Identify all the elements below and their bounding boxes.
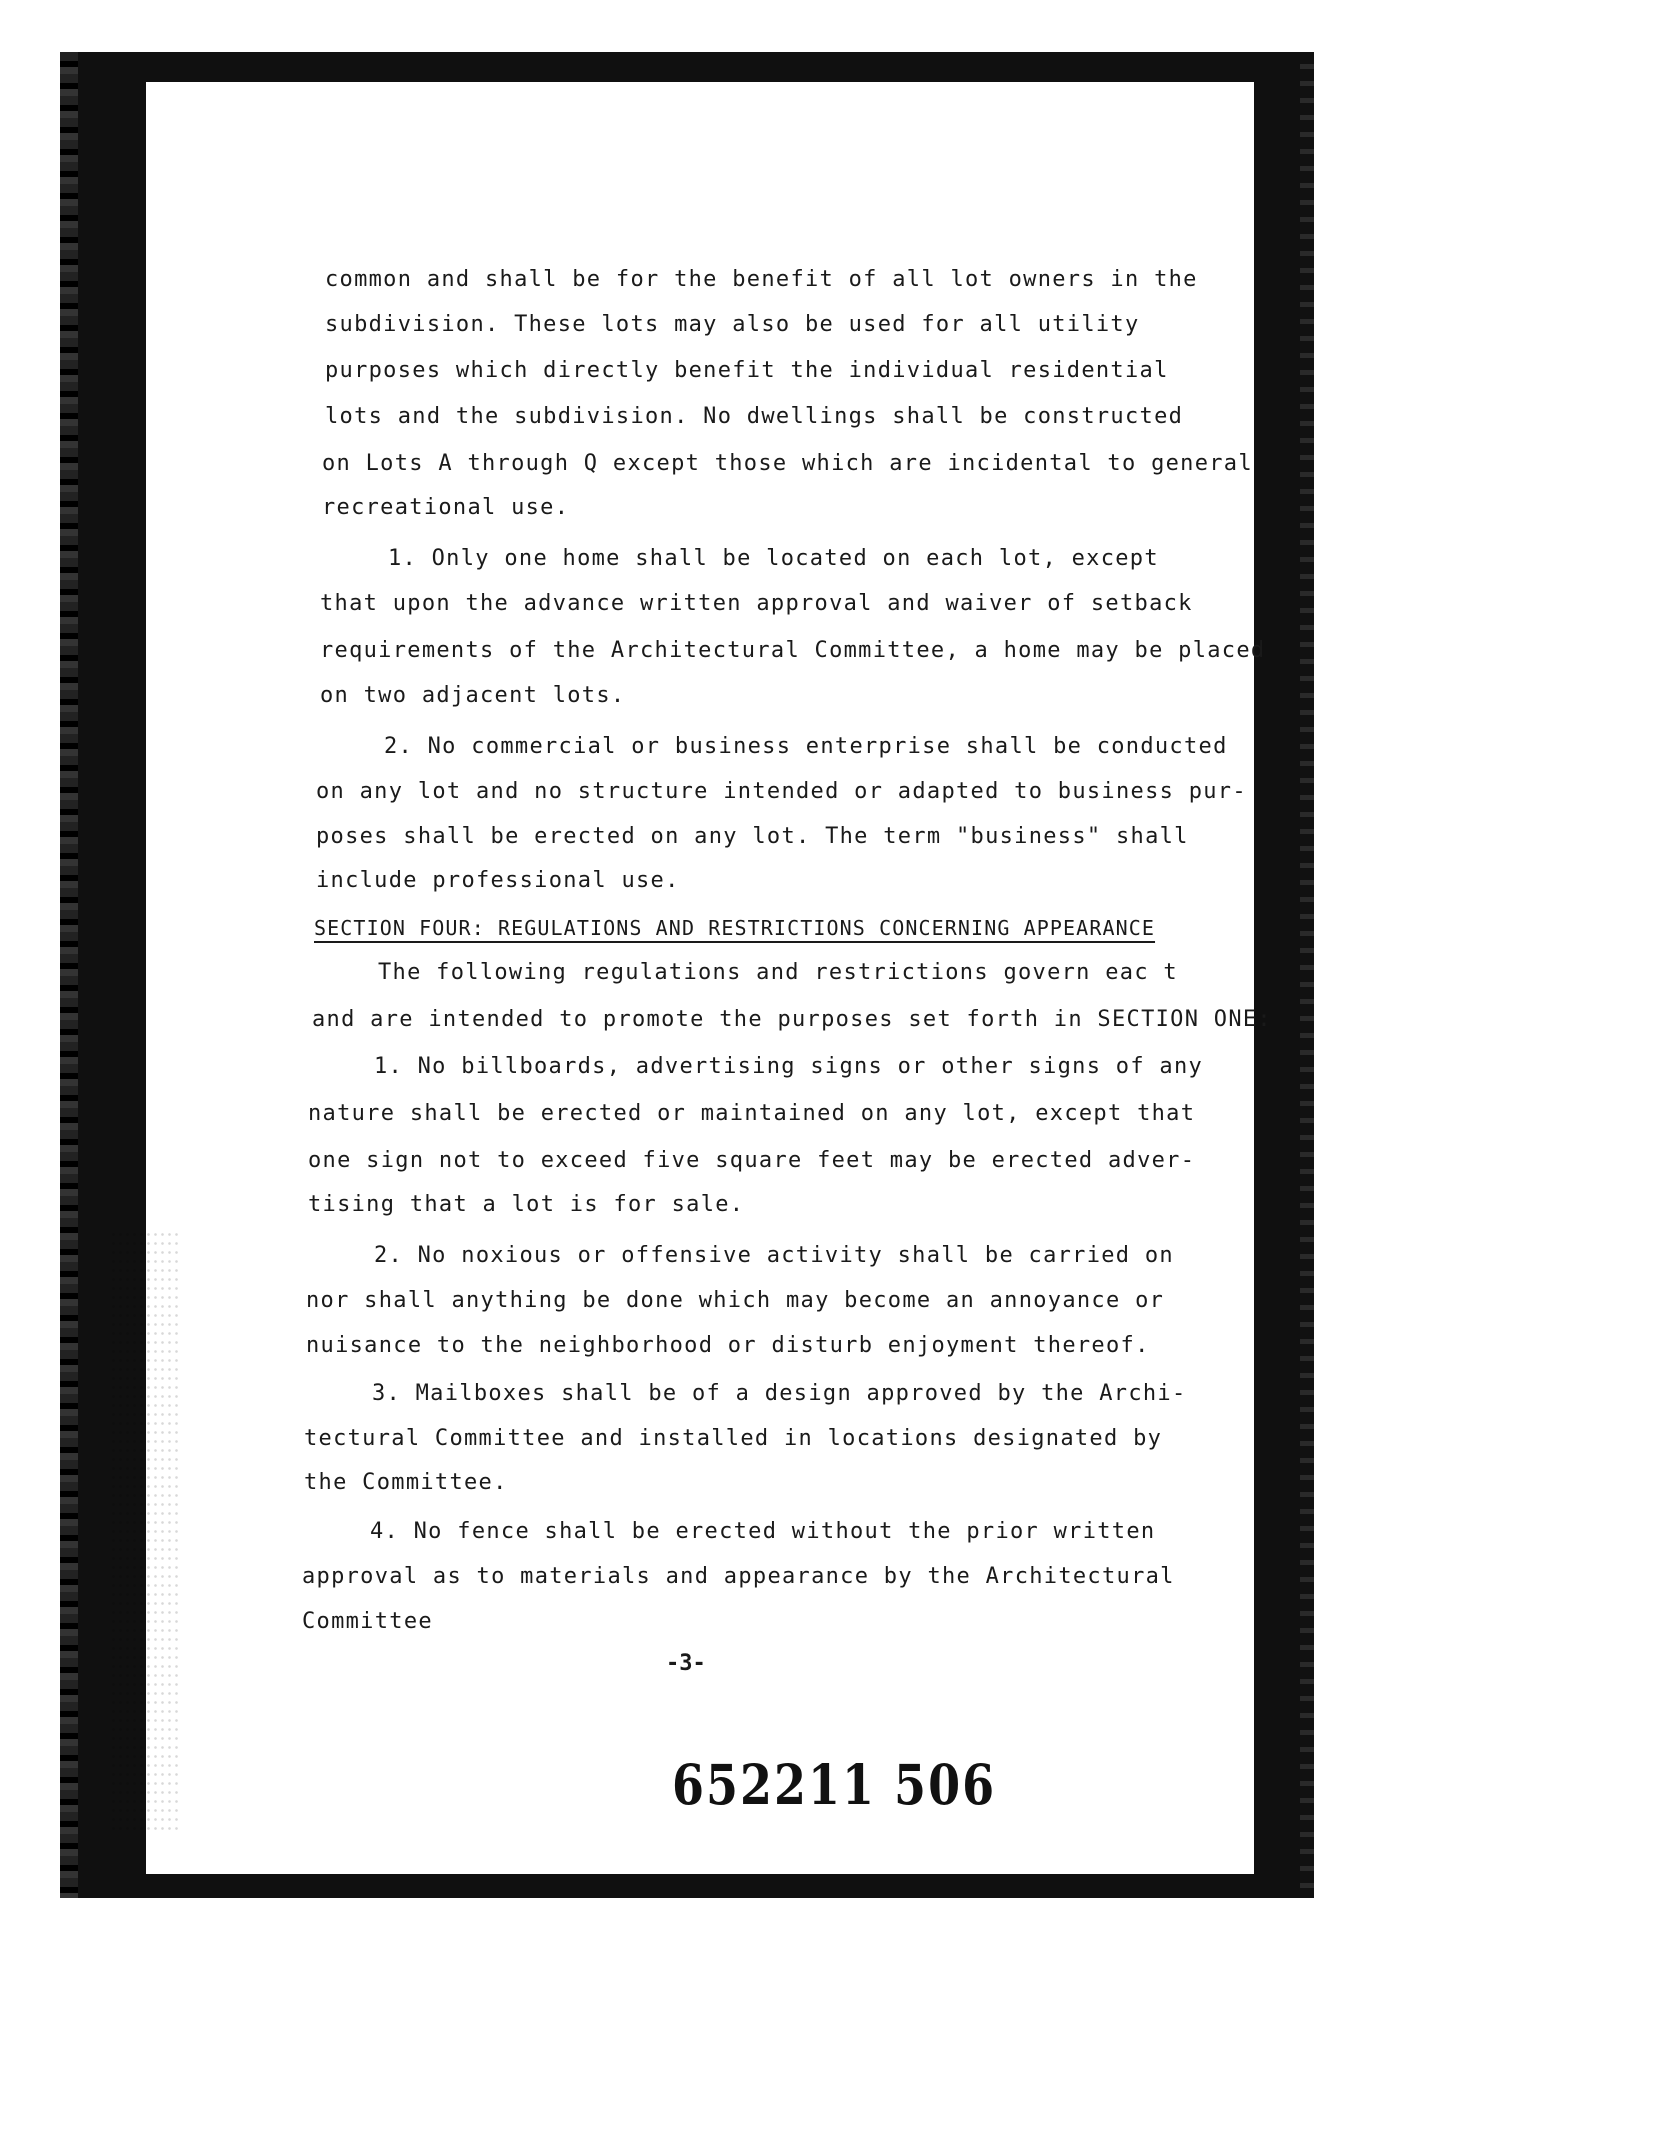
text-line: 3. Mailboxes shall be of a design approved by the Archi- — [372, 1381, 1187, 1406]
text-line: one sign not to exceed five square feet may be erected adver- — [308, 1148, 1196, 1173]
text-line: 2. No commercial or business enterprise shall be conducted — [384, 734, 1228, 759]
book-page-stamp: 652211 506 — [672, 1752, 997, 1818]
text-line: The following regulations and restrictions govern eac t — [378, 960, 1178, 985]
text-line: lots and the subdivision. No dwellings shall be constructed — [325, 404, 1184, 429]
text-line: 2. No noxious or offensive activity shall be carried on — [374, 1243, 1174, 1268]
text-line: nor shall anything be done which may become an annoyance or — [306, 1288, 1165, 1313]
text-line: 1. Only one home shall be located on each lot, except — [388, 546, 1159, 571]
text-line: recreational use. — [322, 495, 570, 520]
text-line: common and shall be for the benefit of all lot owners in the — [325, 267, 1198, 292]
text-line: that upon the advance written approval and waiver of setback — [320, 591, 1193, 616]
text-line: on two adjacent lots. — [320, 683, 626, 708]
section-heading: SECTION FOUR: REGULATIONS AND RESTRICTIONS CONCERNING APPEARANCE — [314, 916, 1156, 940]
text-line: approval as to materials and appearance by the Architectural — [302, 1564, 1175, 1589]
page-number: -3- — [666, 1651, 706, 1676]
text-line: Committee — [302, 1609, 433, 1634]
text-line: subdivision. These lots may also be used for all utility — [325, 312, 1140, 337]
text-line: on Lots A through Q except those which are incidental to general — [322, 451, 1253, 476]
text-line: and are intended to promote the purposes set forth in SECTION ONE: — [312, 1007, 1272, 1032]
text-line: requirements of the Architectural Committee, a home may be placed — [320, 638, 1266, 663]
text-line: nature shall be erected or maintained on any lot, except that — [308, 1101, 1196, 1126]
text-line: on any lot and no structure intended or adapted to business pur- — [316, 779, 1247, 804]
scan-noise — [110, 1230, 180, 1830]
text-line: tectural Committee and installed in locations designated by — [304, 1426, 1163, 1451]
text-line: include professional use. — [316, 868, 680, 893]
text-line: 4. No fence shall be erected without the prior written — [370, 1519, 1156, 1544]
text-line: purposes which directly benefit the individual residential — [325, 358, 1169, 383]
text-line: tising that a lot is for sale. — [308, 1192, 745, 1217]
text-line: nuisance to the neighborhood or disturb enjoyment thereof. — [306, 1333, 1150, 1358]
text-line: the Committee. — [304, 1470, 508, 1495]
text-line: 1. No billboards, advertising signs or other signs of any — [374, 1054, 1204, 1079]
text-line: poses shall be erected on any lot. The term "business" shall — [316, 824, 1189, 849]
